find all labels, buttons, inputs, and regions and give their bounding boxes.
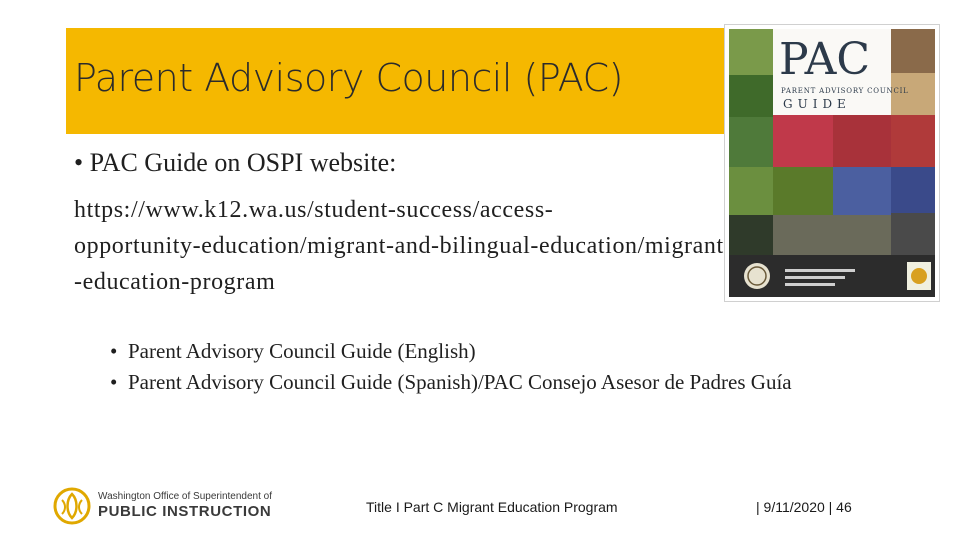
guide-english-text: Parent Advisory Council Guide (English)	[128, 339, 476, 363]
logo-big-text: PUBLIC INSTRUCTION	[98, 503, 272, 520]
tile-apples	[891, 115, 935, 167]
cover-title: PAC	[779, 34, 871, 85]
tile-cherries	[833, 115, 891, 167]
tile-raspberries	[773, 115, 833, 167]
slide-title: Parent Advisory Council (PAC)	[74, 56, 623, 100]
cover-guide-word: GUIDE	[783, 97, 851, 111]
guide-spanish-text: Parent Advisory Council Guide (Spanish)/PAC Consejo Asesor de Padres Guía	[128, 370, 792, 394]
title-band	[66, 28, 738, 134]
footer-date-page: | 9/11/2020 | 46	[756, 499, 852, 515]
ospi-logo-icon	[52, 486, 92, 526]
main-bullet	[74, 148, 396, 178]
bullet-marker: •	[110, 339, 118, 363]
bullet-marker: •	[74, 148, 84, 177]
cover-subtitle: PARENT ADVISORY COUNCIL	[781, 87, 909, 95]
url-line-3: -education-program	[74, 269, 276, 295]
guide-link-list	[110, 338, 870, 400]
main-bullet-text: PAC Guide on OSPI website:	[89, 148, 397, 177]
logo-small-text: Washington Office of Superintendent of	[98, 491, 272, 502]
url-line-1: https://www.k12.wa.us/student-success/access-	[74, 197, 554, 223]
ospi-url-link[interactable]	[74, 192, 924, 300]
list-item-guide-spanish[interactable]	[110, 369, 870, 396]
tile-cows	[891, 29, 935, 73]
tile-crops	[729, 75, 773, 117]
footer-program-name: Title I Part C Migrant Education Program	[366, 499, 618, 515]
ospi-logo	[52, 486, 282, 526]
url-line-2: opportunity-education/migrant-and-bilingual-education/migrant	[74, 233, 724, 259]
tile-orchard	[729, 117, 773, 167]
tile-field	[729, 29, 773, 75]
bullet-marker: •	[110, 370, 118, 394]
list-item-guide-english[interactable]	[110, 338, 870, 365]
